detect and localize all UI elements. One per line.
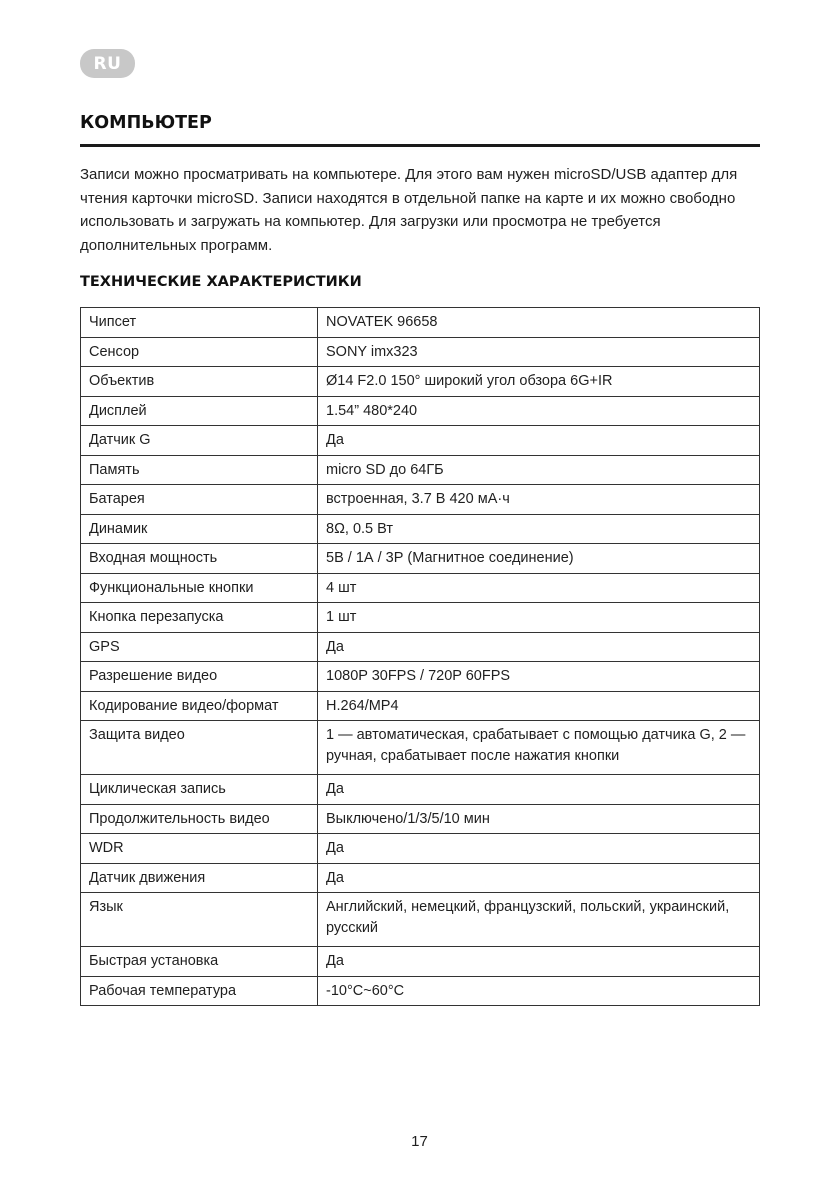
spec-value: Да xyxy=(318,632,760,662)
spec-label: GPS xyxy=(81,632,318,662)
spec-value: Да xyxy=(318,775,760,805)
spec-label: Функциональные кнопки xyxy=(81,573,318,603)
spec-label: Сенсор xyxy=(81,337,318,367)
spec-row xyxy=(81,485,760,515)
spec-row xyxy=(81,455,760,485)
spec-value: Да xyxy=(318,947,760,977)
spec-row xyxy=(81,308,760,338)
spec-label: WDR xyxy=(81,834,318,864)
spec-label: Датчик движения xyxy=(81,863,318,893)
page-number: 17 xyxy=(411,1133,428,1150)
spec-row xyxy=(81,632,760,662)
language-badge: RU xyxy=(80,49,135,78)
spec-row xyxy=(81,544,760,574)
spec-value: 4 шт xyxy=(318,573,760,603)
spec-label: Батарея xyxy=(81,485,318,515)
spec-label: Защита видео xyxy=(81,721,318,775)
spec-row xyxy=(81,804,760,834)
spec-value: H.264/MP4 xyxy=(318,691,760,721)
spec-label: Кодирование видео/формат xyxy=(81,691,318,721)
spec-label: Датчик G xyxy=(81,426,318,456)
spec-row xyxy=(81,426,760,456)
spec-row xyxy=(81,775,760,805)
spec-row xyxy=(81,893,760,947)
spec-value: NOVATEK 96658 xyxy=(318,308,760,338)
section-title: КОМПЬЮТЕР xyxy=(80,113,212,133)
spec-label: Быстрая установка xyxy=(81,947,318,977)
spec-row xyxy=(81,603,760,633)
spec-row xyxy=(81,863,760,893)
spec-value: SONY imx323 xyxy=(318,337,760,367)
specs-table xyxy=(80,307,760,1006)
spec-label: Циклическая запись xyxy=(81,775,318,805)
spec-value: -10°C~60°C xyxy=(318,976,760,1006)
spec-label: Разрешение видео xyxy=(81,662,318,692)
specs-title: ТЕХНИЧЕСКИЕ ХАРАКТЕРИСТИКИ xyxy=(80,274,362,290)
spec-value: micro SD до 64ГБ xyxy=(318,455,760,485)
spec-value: 1080P 30FPS / 720P 60FPS xyxy=(318,662,760,692)
spec-label: Память xyxy=(81,455,318,485)
intro-paragraph: Записи можно просматривать на компьютере. Для этого вам нужен microSD/USB адаптер для чтения карточки microSD. Записи находятся в отдельной папке на карте и их можно свободно использовать и загружать на компьютер. Для загрузки или просмотра не требуется дополнительных программ. xyxy=(80,166,738,254)
spec-label: Дисплей xyxy=(81,396,318,426)
spec-label: Кнопка перезапуска xyxy=(81,603,318,633)
spec-label: Продолжительность видео xyxy=(81,804,318,834)
spec-value: Да xyxy=(318,426,760,456)
spec-label: Входная мощность xyxy=(81,544,318,574)
spec-label: Чипсет xyxy=(81,308,318,338)
spec-row xyxy=(81,691,760,721)
spec-row xyxy=(81,396,760,426)
spec-value: Да xyxy=(318,834,760,864)
spec-value: 1 — автоматическая, срабатывает с помощью датчика G, 2 — ручная, срабатывает после нажатия кнопки xyxy=(318,721,760,775)
spec-value: 1 шт xyxy=(318,603,760,633)
spec-value: Английский, немецкий, французский, польский, украинский, русский xyxy=(318,893,760,947)
spec-label: Язык xyxy=(81,893,318,947)
spec-row xyxy=(81,834,760,864)
spec-value: 1.54” 480*240 xyxy=(318,396,760,426)
spec-value: Да xyxy=(318,863,760,893)
spec-row xyxy=(81,947,760,977)
spec-label: Динамик xyxy=(81,514,318,544)
spec-row xyxy=(81,337,760,367)
spec-row xyxy=(81,721,760,775)
spec-value: Ø14 F2.0 150° широкий угол обзора 6G+IR xyxy=(318,367,760,397)
title-divider xyxy=(80,144,760,147)
spec-row xyxy=(81,976,760,1006)
spec-value: 5В / 1А / 3Р (Магнитное соединение) xyxy=(318,544,760,574)
spec-value: 8Ω, 0.5 Вт xyxy=(318,514,760,544)
spec-row xyxy=(81,367,760,397)
spec-label: Объектив xyxy=(81,367,318,397)
spec-row xyxy=(81,662,760,692)
spec-row xyxy=(81,573,760,603)
spec-value: Выключено/1/3/5/10 мин xyxy=(318,804,760,834)
spec-value: встроенная, 3.7 В 420 мА·ч xyxy=(318,485,760,515)
spec-label: Рабочая температура xyxy=(81,976,318,1006)
spec-row xyxy=(81,514,760,544)
